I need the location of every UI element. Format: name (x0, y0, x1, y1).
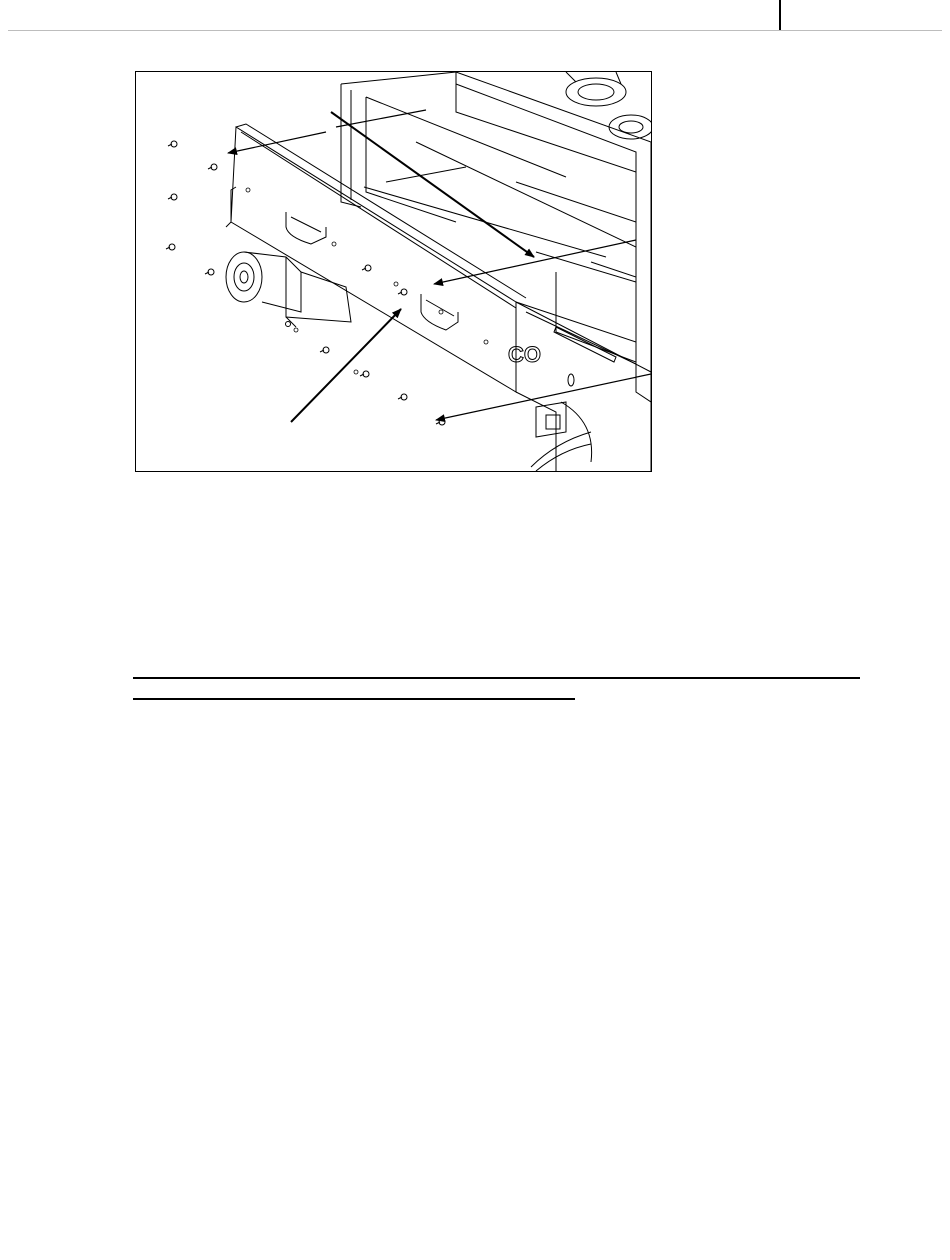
arrow-top-left (228, 132, 326, 153)
arrow-bottom-right (436, 374, 651, 420)
page-header-rule (8, 30, 942, 31)
side-panel (226, 124, 526, 392)
arrow-diagonal (331, 112, 534, 257)
arrow-lower (291, 309, 401, 422)
connector-block (531, 402, 592, 471)
drive-motor (226, 252, 351, 327)
fastener-screws (166, 141, 445, 425)
rear-housing (341, 72, 651, 402)
text-underline-rule-2 (133, 698, 575, 700)
assembly-figure (135, 71, 652, 472)
callout-arrows (228, 110, 651, 422)
assembly-illustration (136, 72, 651, 471)
panel-handles (286, 212, 458, 330)
panel-stencil-text: CO (508, 342, 541, 367)
motor-assembly (566, 72, 651, 139)
page-header-mark (779, 0, 781, 30)
panel-holes (246, 188, 488, 374)
text-underline-rule-1 (133, 677, 860, 679)
arrow-middle (434, 240, 636, 284)
